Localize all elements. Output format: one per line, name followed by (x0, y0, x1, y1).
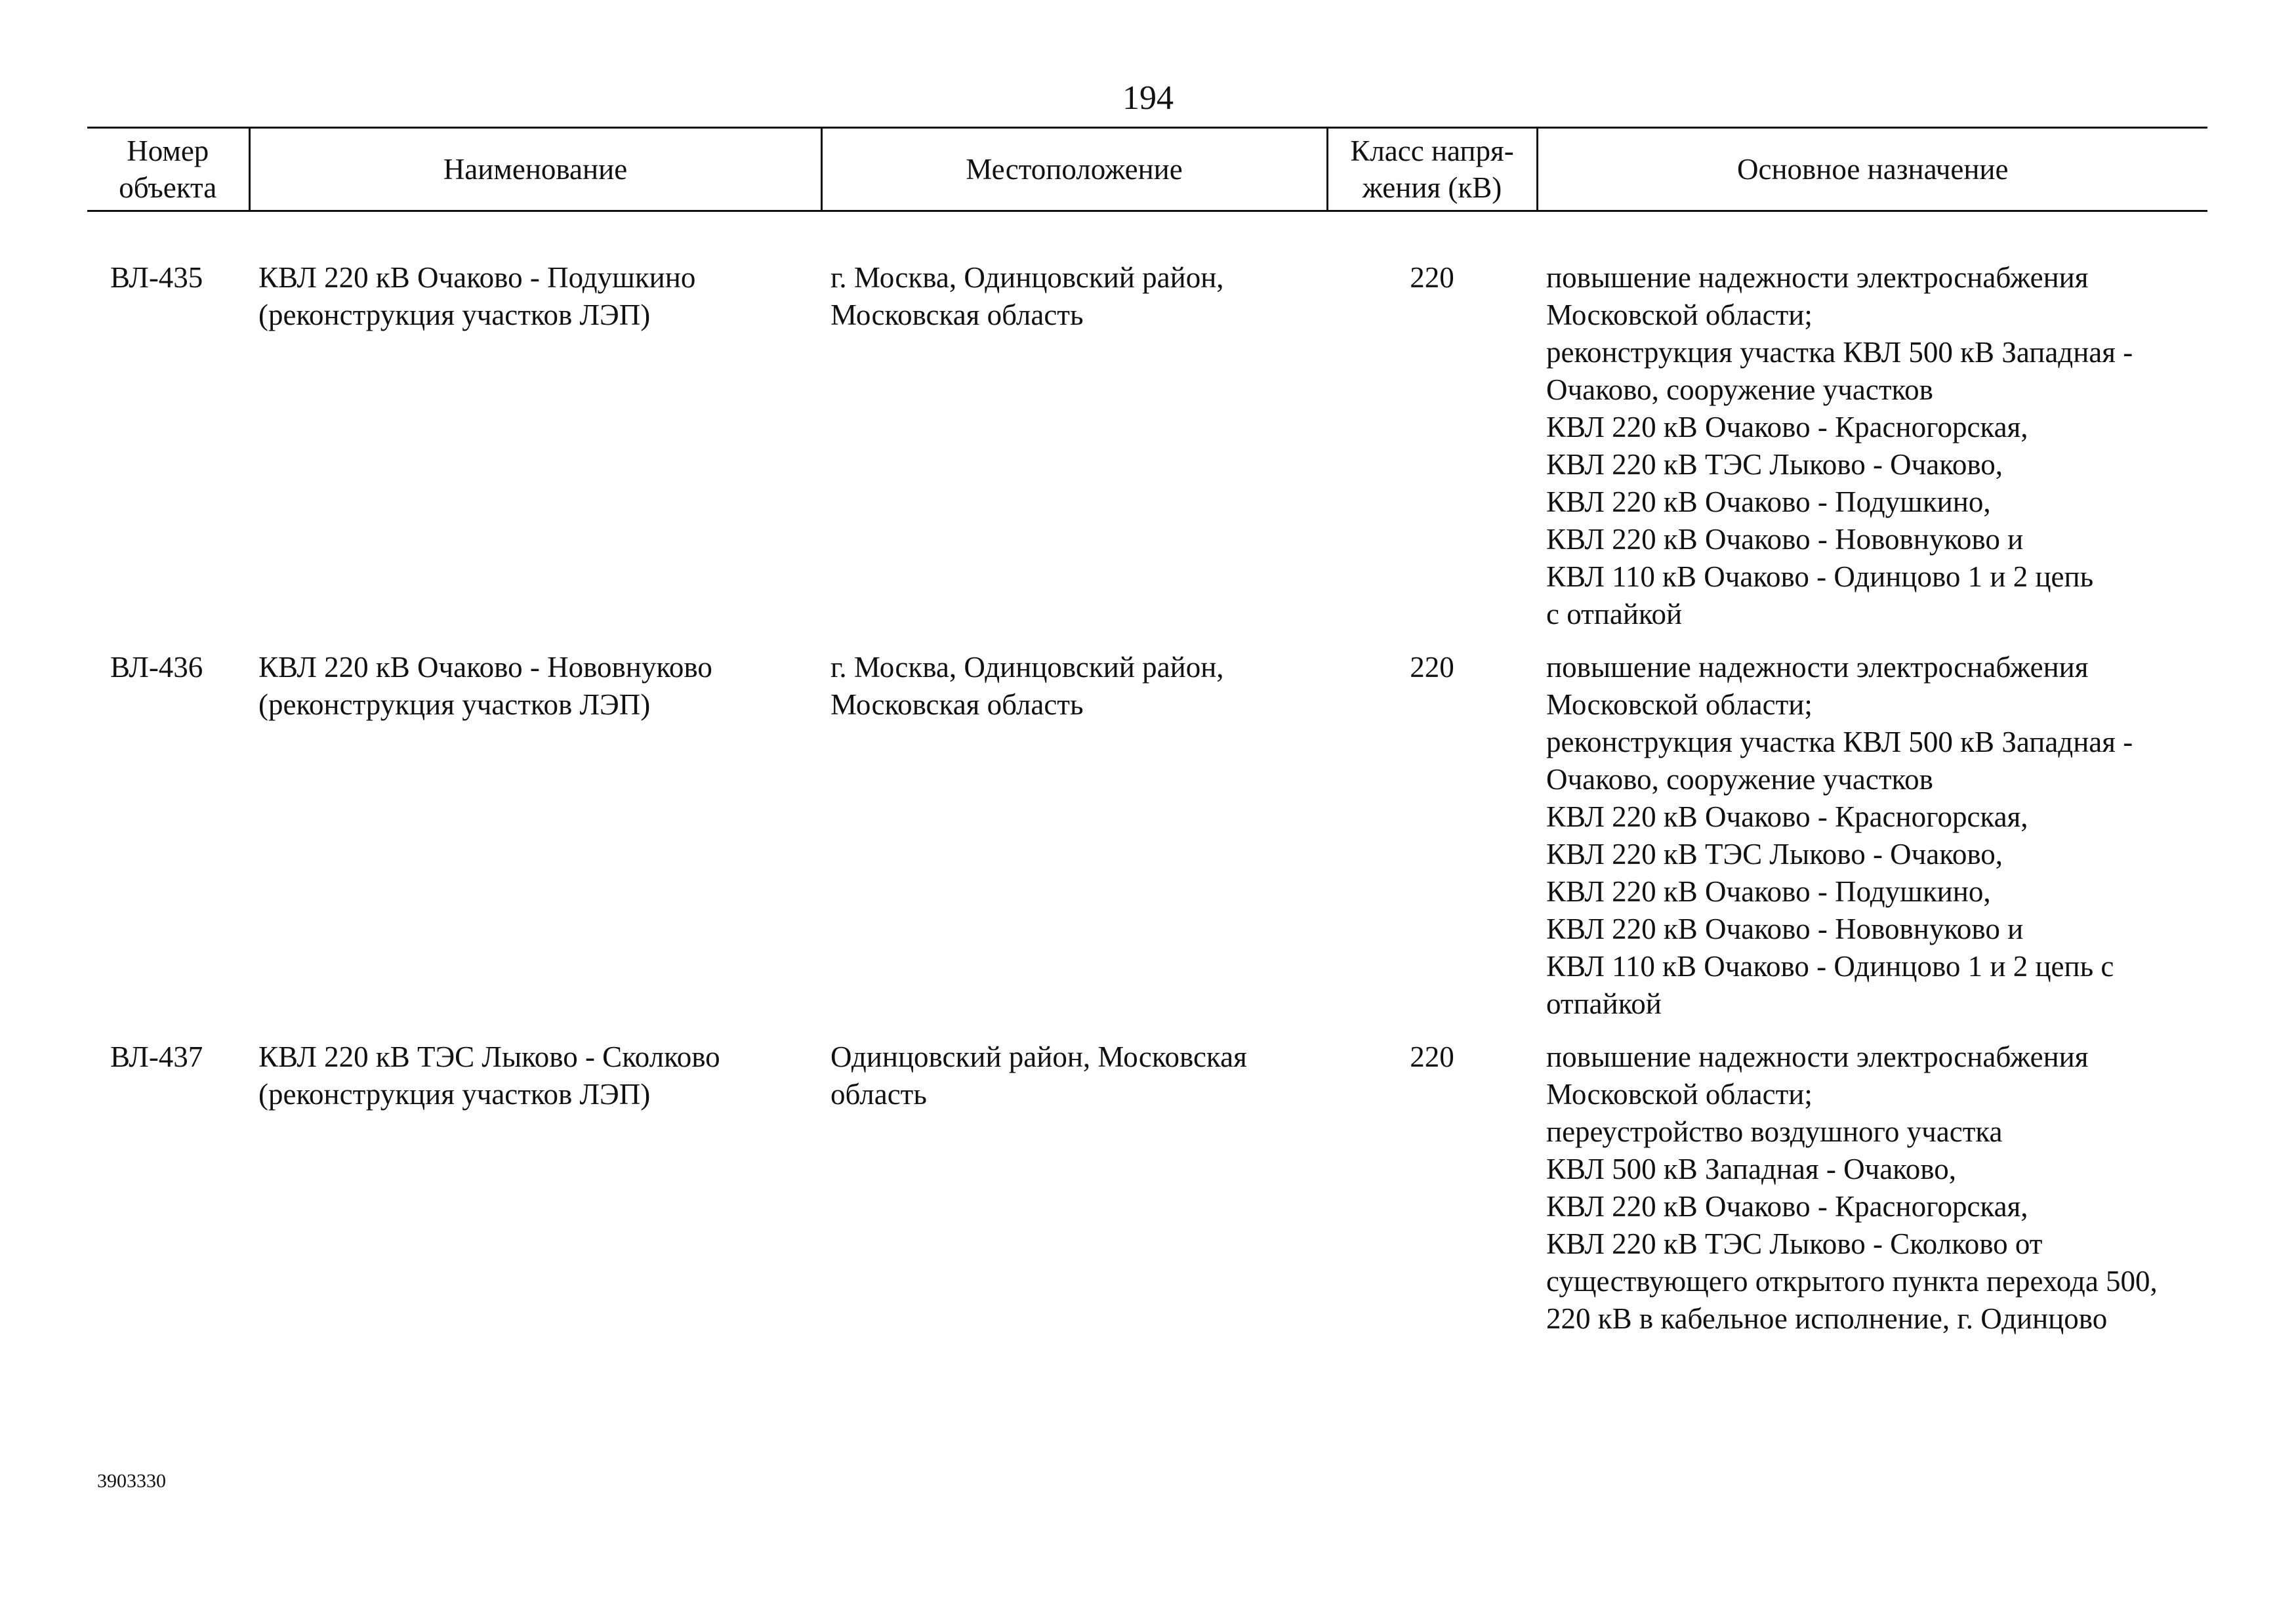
text-line: Московской области; (1546, 1078, 1813, 1111)
text-line: (реконструкция участков ЛЭП) (258, 298, 651, 331)
cell-purpose (1537, 649, 2207, 1038)
cell-name (249, 1038, 821, 1353)
text-line: отпайкой (1546, 987, 1662, 1020)
text-line: реконструкция участка КВЛ 500 кВ Западная - (1546, 726, 2133, 758)
header-location: Местоположение (821, 128, 1327, 211)
text-line: Очаково, сооружение участков (1546, 763, 1933, 796)
text-line: переустройство воздушного участка (1546, 1115, 2003, 1148)
text-line: существующего открытого пункта перехода 500, (1546, 1265, 2158, 1298)
text-line: область (830, 1078, 927, 1111)
text-line: КВЛ 220 кВ Очаково - Нововнуково (258, 651, 712, 684)
text-line: КВЛ 500 кВ Западная - Очаково, (1546, 1153, 1956, 1185)
text-line: 220 кВ в кабельное исполнение, г. Одинцово (1546, 1302, 2108, 1335)
text-line: КВЛ 220 кВ Очаково - Красногорская, (1546, 800, 2028, 833)
text-line: КВЛ 220 кВ ТЭС Лыково - Очаково, (1546, 448, 2003, 481)
text-line: КВЛ 220 кВ Очаково - Нововнуково и (1546, 523, 2024, 556)
table-header-row (87, 128, 2207, 211)
text-line: повышение надежности электроснабжения (1546, 651, 2089, 684)
text-line: реконструкция участка КВЛ 500 кВ Западная - (1546, 336, 2133, 369)
cell-voltage: 220 (1410, 1040, 1454, 1073)
header-voltage-line: Класс напря- (1350, 134, 1514, 167)
cell-purpose (1537, 1038, 2207, 1353)
text-line: КВЛ 220 кВ ТЭС Лыково - Очаково, (1546, 838, 2003, 871)
objects-table (87, 127, 2207, 1353)
cell-name (249, 211, 821, 649)
text-line: (реконструкция участков ЛЭП) (258, 1078, 651, 1111)
text-line: КВЛ 220 кВ Очаково - Подушкино, (1546, 875, 1991, 908)
text-line: КВЛ 220 кВ Очаково - Красногорская, (1546, 411, 2028, 443)
text-line: Одинцовский район, Московская (830, 1040, 1247, 1073)
text-line: КВЛ 110 кВ Очаково - Одинцово 1 и 2 цепь с (1546, 950, 2114, 983)
header-number-line: Номер (127, 134, 209, 167)
header-voltage (1327, 128, 1537, 211)
text-line: повышение надежности электроснабжения (1546, 261, 2089, 294)
text-line: г. Москва, Одинцовский район, (830, 261, 1224, 294)
text-line: КВЛ 220 кВ Очаково - Красногорская, (1546, 1190, 2028, 1223)
table-row (87, 649, 2207, 1038)
cell-voltage: 220 (1410, 651, 1454, 684)
cell-number: ВЛ-435 (110, 261, 203, 294)
text-line: КВЛ 220 кВ Очаково - Нововнуково и (1546, 913, 2024, 945)
text-line: Московская область (830, 688, 1084, 721)
text-line: Московской области; (1546, 298, 1813, 331)
header-name: Наименование (249, 128, 821, 211)
cell-location (821, 211, 1327, 649)
text-line: Московской области; (1546, 688, 1813, 721)
text-line: повышение надежности электроснабжения (1546, 1040, 2089, 1073)
table-row (87, 211, 2207, 649)
text-line: г. Москва, Одинцовский район, (830, 651, 1224, 684)
header-voltage-line: жения (кВ) (1362, 171, 1502, 204)
cell-location (821, 1038, 1327, 1353)
text-line: КВЛ 110 кВ Очаково - Одинцово 1 и 2 цепь (1546, 560, 2094, 593)
cell-number: ВЛ-437 (110, 1040, 203, 1073)
cell-location (821, 649, 1327, 1038)
document-code: 3903330 (97, 1470, 166, 1492)
cell-voltage: 220 (1410, 261, 1454, 294)
cell-purpose (1537, 211, 2207, 649)
text-line: (реконструкция участков ЛЭП) (258, 688, 651, 721)
cell-number: ВЛ-436 (110, 651, 203, 684)
table-row (87, 1038, 2207, 1353)
text-line: КВЛ 220 кВ Очаково - Подушкино (258, 261, 696, 294)
page-number: 194 (1122, 79, 1174, 117)
header-number-line: объекта (119, 171, 217, 204)
header-purpose: Основное назначение (1537, 128, 2207, 211)
text-line: Очаково, сооружение участков (1546, 373, 1933, 406)
text-line: КВЛ 220 кВ ТЭС Лыково - Сколково (258, 1040, 720, 1073)
text-line: Московская область (830, 298, 1084, 331)
text-line: КВЛ 220 кВ Очаково - Подушкино, (1546, 485, 1991, 518)
cell-name (249, 649, 821, 1038)
text-line: КВЛ 220 кВ ТЭС Лыково - Сколково от (1546, 1227, 2043, 1260)
header-number (87, 128, 249, 211)
text-line: с отпайкой (1546, 598, 1683, 630)
